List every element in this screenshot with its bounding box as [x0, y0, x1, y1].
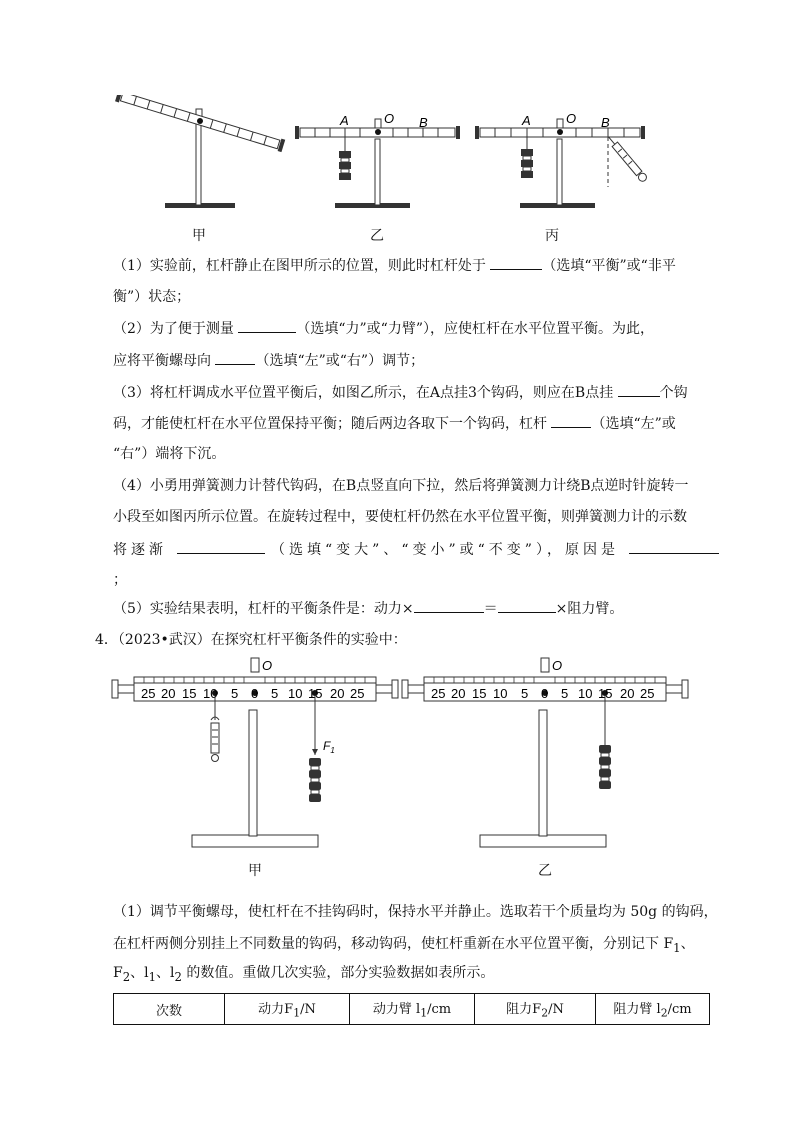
- figure-bing-top: [475, 111, 648, 208]
- q4-p1-line3: $F_2$、$l_1$、$l_2$ 的数值。重做几次实验，部分实验数据如表所示。: [113, 965, 495, 984]
- q4-jia-scale-5: 0: [251, 686, 259, 701]
- answer-blank[interactable]: [215, 350, 255, 365]
- answer-blank[interactable]: [498, 598, 556, 613]
- table-header-cell: 动力臂 $l_1/cm$: [350, 994, 475, 1025]
- label-o-bing: O: [566, 111, 577, 126]
- q3-p4-line2: 小段至如图丙所示位置。在旋转过程中，要使杠杆仍然在水平位置平衡，则弹簧测力计的示数: [113, 509, 687, 525]
- q4-yi-scale-0: 25: [431, 686, 446, 701]
- label-o-yi: O: [384, 111, 395, 126]
- table-header-cell: 阻力$F_2/N$: [475, 994, 596, 1025]
- q4-jia-scale-3: 10: [203, 686, 218, 701]
- q4-jia-scale-2: 15: [182, 686, 197, 701]
- answer-blank[interactable]: [490, 255, 542, 270]
- figure-jia-top: [115, 95, 285, 208]
- answer-blank[interactable]: [551, 413, 591, 428]
- q4-yi-scale-10: 25: [640, 686, 655, 701]
- caption-bing-top: 丙: [545, 228, 559, 244]
- answer-blank[interactable]: [238, 318, 296, 333]
- q4-yi-scale-1: 20: [451, 686, 466, 701]
- q4-yi-scale-9: 20: [620, 686, 635, 701]
- q4-jia-scale-4: 5: [231, 686, 239, 701]
- answer-blank[interactable]: [414, 598, 484, 613]
- lever-figure-q4: [110, 650, 690, 860]
- data-table: [113, 993, 710, 1025]
- label-b-yi: B: [419, 115, 428, 130]
- q4-heading: 4．（2023•武汉）在探究杠杆平衡条件的实验中：: [95, 632, 407, 648]
- answer-blank[interactable]: [618, 382, 660, 397]
- q3-p3-line1: （3）将杠杆调成水平位置平衡后，如图乙所示，在A点挂3个钩码，则应在B点挂 个钩: [113, 382, 688, 403]
- q4-p1-line1: （1）调节平衡螺母，使杠杆在不挂钩码时，保持水平并静止。选取若干个质量均为 50g 的钩码，: [113, 904, 718, 920]
- q4-yi-scale-2: 15: [472, 686, 487, 701]
- figure-yi-top: [295, 111, 460, 208]
- answer-blank[interactable]: [629, 539, 719, 554]
- q4-jia-scale-9: 20: [330, 686, 345, 701]
- q4-yi-scale-4: 5: [521, 686, 529, 701]
- q3-p4-line3: 将逐渐 （选填“变大”、“变小”或“不变”），原因是: [113, 539, 719, 560]
- q3-p3-line3: “右”）端将下沉。: [113, 446, 226, 462]
- q4-yi-scale-5: 0: [541, 686, 549, 701]
- table-header-cell: 阻力臂 $l_2/cm$: [596, 994, 710, 1025]
- label-b-bing: B: [601, 115, 610, 130]
- q4-p1-line2: 在杠杆两侧分别挂上不同数量的钩码，移动钩码，使杠杆重新在水平位置平衡，分别记下 $F_1$、: [113, 936, 695, 955]
- label-a-bing: A: [522, 113, 531, 128]
- figure-jia-q4: [112, 658, 398, 847]
- caption-yi-top: 乙: [370, 228, 384, 244]
- q3-p1-line1: （1）实验前，杠杆静止在图甲所示的位置，则此时杠杆处于 （选填“平衡”或“非平: [113, 255, 676, 276]
- table-header-row: [114, 994, 710, 1025]
- q3-p4-line1: （4）小勇用弹簧测力计替代钩码，在B点竖直向下拉，然后将弹簧测力计绕B点逆时针旋转一: [113, 478, 689, 494]
- caption-jia-q4: 甲: [248, 863, 262, 879]
- label-o-q4-yi: O: [552, 658, 563, 673]
- q4-jia-scale-7: 10: [288, 686, 303, 701]
- answer-blank[interactable]: [177, 539, 265, 554]
- q4-yi-scale-8: 15: [598, 686, 613, 701]
- q4-jia-scale-8: 15: [308, 686, 323, 701]
- q4-yi-scale-7: 10: [578, 686, 593, 701]
- lever-figure-top: [110, 95, 670, 220]
- q4-jia-scale-0: 25: [141, 686, 156, 701]
- table-header-cell: 动力$F_1/N$: [225, 994, 350, 1025]
- table-header-cell: 次数: [114, 994, 225, 1025]
- label-o-q4-jia: O: [262, 658, 273, 673]
- q4-jia-scale-10: 25: [350, 686, 365, 701]
- q4-jia-scale-6: 5: [271, 686, 279, 701]
- q3-p3-line2: 码，才能使杠杆在水平位置保持平衡；随后两边各取下一个钩码，杠杆 （选填“左”或: [113, 413, 676, 434]
- q4-jia-scale-1: 20: [161, 686, 176, 701]
- q3-p4-line4: ；: [113, 572, 127, 588]
- q4-yi-scale-3: 10: [493, 686, 508, 701]
- q4-yi-scale-6: 5: [561, 686, 569, 701]
- q3-p5-line1: （5）实验结果表明，杠杆的平衡条件是：动力× ＝ ×阻力臂。: [113, 598, 623, 619]
- figure-yi-q4: [402, 658, 688, 847]
- label-f1: $F_1$: [323, 739, 335, 755]
- caption-jia-top: 甲: [192, 228, 206, 244]
- q3-p2-line1: （2）为了便于测量 （选填“力”或“力臂”），应使杠杆在水平位置平衡。为此，: [113, 318, 654, 339]
- q3-p2-line2: 应将平衡螺母向 （选填“左”或“右”）调节；: [113, 350, 424, 371]
- label-a-yi: A: [340, 113, 349, 128]
- caption-yi-q4: 乙: [538, 863, 552, 879]
- q3-p1-line2: 衡”）状态；: [113, 289, 191, 305]
